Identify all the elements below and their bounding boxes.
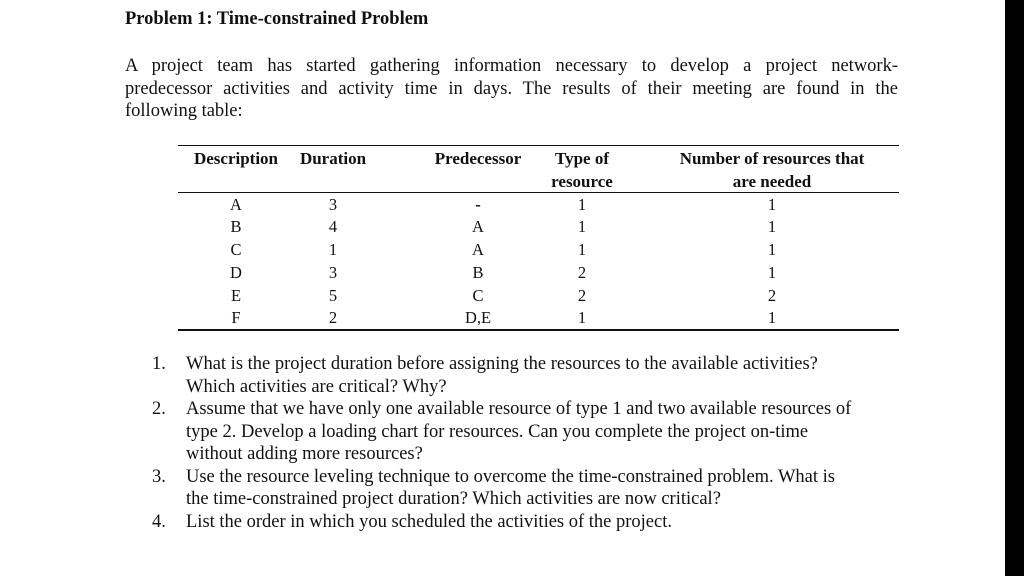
question-number: 1. <box>152 354 166 374</box>
header-type-line2: resource <box>551 172 613 191</box>
cell-type: 2 <box>577 263 587 282</box>
cell-type: 1 <box>577 240 587 259</box>
cell-number: 1 <box>767 308 777 327</box>
cell-description: E <box>230 286 242 305</box>
header-number-line1: Number of resources that <box>679 149 865 168</box>
activity-table <box>178 145 899 331</box>
intro-paragraph <box>125 55 898 123</box>
cell-type: 1 <box>577 195 587 214</box>
question-line: type 2. Develop a loading chart for resources. Can you complete the project on-time <box>186 421 809 442</box>
table-bottom-rule <box>178 329 899 331</box>
question-line: List the order in which you scheduled the activities of the project. <box>186 511 672 532</box>
cell-duration: 5 <box>328 286 338 305</box>
cell-duration: 3 <box>328 263 338 282</box>
intro-line: following table: <box>125 101 243 121</box>
intro-line: A project team has started gathering information necessary to develop a project network- <box>125 56 898 76</box>
cell-description: C <box>230 240 242 259</box>
cell-number: 1 <box>767 263 777 282</box>
question-item <box>152 466 912 511</box>
cell-duration: 4 <box>328 217 338 236</box>
cell-predecessor: C <box>472 286 484 305</box>
cell-description: A <box>230 195 242 214</box>
question-line: Which activities are critical? Why? <box>186 376 447 397</box>
cell-duration: 1 <box>328 240 338 259</box>
header-type-of-resource <box>535 147 629 193</box>
question-line: Use the resource leveling technique to overcome the time-constrained problem. What is <box>186 466 835 487</box>
cell-predecessor: - <box>475 195 481 214</box>
cell-predecessor: D,E <box>464 308 492 327</box>
cell-number: 1 <box>767 240 777 259</box>
cell-type: 2 <box>577 286 587 305</box>
cell-description: F <box>231 308 241 327</box>
question-line: the time-constrained project duration? Which activities are now critical? <box>186 489 721 509</box>
cell-type: 1 <box>577 308 587 327</box>
cell-number: 1 <box>767 217 777 236</box>
cell-number: 2 <box>767 286 777 305</box>
header-number-line2: are needed <box>732 172 812 191</box>
header-duration-label: Duration <box>299 149 367 168</box>
cell-predecessor: A <box>472 240 484 259</box>
cell-duration: 3 <box>328 195 338 214</box>
question-number: 4. <box>152 511 166 532</box>
cell-type: 1 <box>577 217 587 236</box>
question-number: 2. <box>152 399 166 419</box>
header-predecessor-label: Predecessor <box>434 149 522 168</box>
cell-duration: 2 <box>328 308 338 327</box>
cell-predecessor: A <box>472 217 484 236</box>
question-number: 3. <box>152 466 166 487</box>
header-description <box>178 147 294 170</box>
cell-description: B <box>230 217 242 236</box>
question-item <box>152 511 912 534</box>
table-top-rule <box>178 145 899 146</box>
question-list <box>152 353 912 533</box>
intro-line: predecessor activities and activity time in days. The results of their meeting are found in the <box>125 78 898 99</box>
question-line: without adding more resources? <box>186 444 423 464</box>
question-line: What is the project duration before assigning the resources to the available activities? <box>186 354 818 374</box>
cell-predecessor: B <box>472 263 484 282</box>
header-description-label: Description <box>193 149 279 168</box>
question-item <box>152 353 912 398</box>
problem-title: Problem 1: Time-constrained Problem <box>125 9 429 29</box>
question-item <box>152 398 912 466</box>
header-type-line1: Type of <box>555 149 609 168</box>
header-duration <box>294 147 372 170</box>
cell-number: 1 <box>767 195 777 214</box>
question-line: Assume that we have only one available resource of type 1 and two available resources of <box>186 399 852 419</box>
cell-description: D <box>230 263 242 282</box>
header-number-of-resources <box>650 147 894 193</box>
